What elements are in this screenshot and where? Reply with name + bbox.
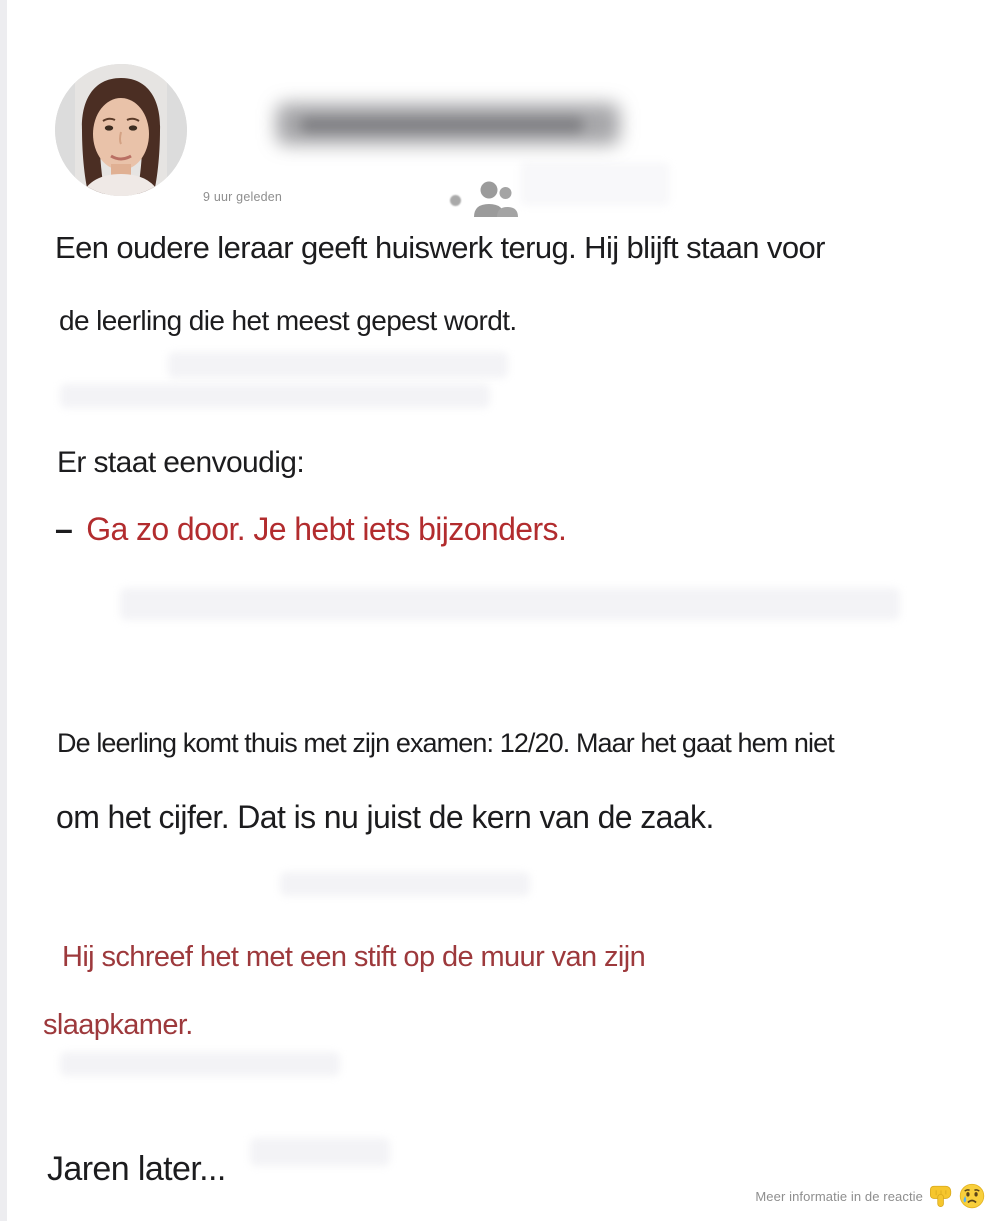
- avatar-portrait: [55, 64, 187, 196]
- story-line-7: Hij schreef het met een stift op de muur van zijn: [62, 941, 646, 973]
- ghost-artifact: [60, 1052, 340, 1076]
- quote-dash: –: [55, 511, 73, 547]
- friends-privacy-icon: [466, 179, 522, 224]
- post-timestamp[interactable]: 9 uur geleden: [203, 190, 283, 204]
- left-edge-strip: [0, 0, 7, 1221]
- ghost-artifact: [250, 1138, 390, 1166]
- story-line-3: Er staat eenvoudig:: [57, 446, 305, 479]
- quote-text: Ga zo door. Je hebt iets bijzonders.: [86, 511, 567, 547]
- story-line-1: Een oudere leraar geeft huiswerk terug. Hij blijft staan voor: [55, 230, 825, 265]
- ghost-artifact: [120, 588, 900, 620]
- ghost-artifact: [520, 162, 670, 206]
- story-line-6: om het cijfer. Dat is nu juist de kern van de zaak.: [56, 799, 714, 835]
- story-line-9: Jaren later...: [47, 1150, 226, 1188]
- author-name-blurred-overlay: [300, 117, 584, 133]
- ghost-artifact: [280, 872, 530, 896]
- story-line-2: de leerling die het meest gepest wordt.: [59, 305, 517, 336]
- story-line-5: De leerling komt thuis met zijn examen: 12/20. Maar het gaat hem niet: [57, 728, 834, 758]
- separator-dot-icon: [450, 195, 461, 206]
- footer: [755, 1183, 985, 1209]
- footer-label: Meer informatie in de reactie: [755, 1188, 923, 1204]
- avatar[interactable]: [55, 64, 187, 196]
- story-line-8: slaapkamer.: [43, 1009, 193, 1041]
- pointing-down-emoji: [928, 1183, 954, 1209]
- ghost-artifact: [168, 352, 508, 378]
- sad-face-with-tear-emoji: [959, 1183, 985, 1209]
- ghost-artifact: [60, 384, 490, 408]
- story-quote-line: [55, 512, 566, 547]
